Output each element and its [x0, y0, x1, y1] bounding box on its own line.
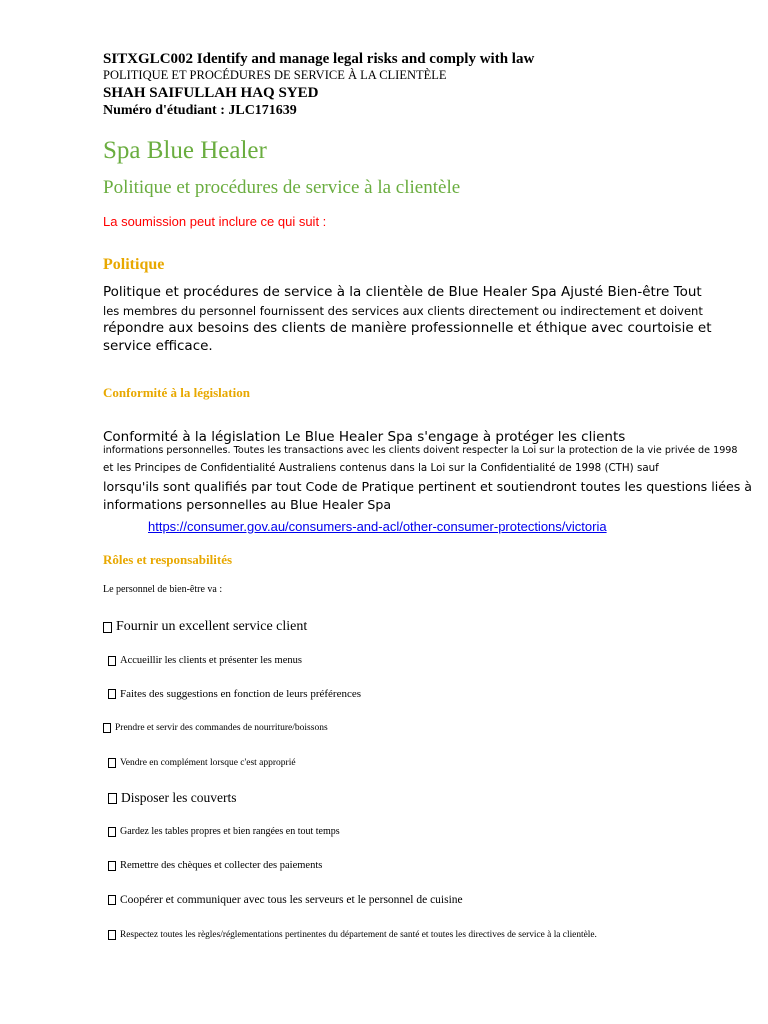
task-item	[108, 758, 296, 768]
task-label: Disposer les couverts	[121, 790, 237, 805]
staff-intro: Le personnel de bien-être va :	[103, 584, 223, 595]
policy-text-line: répondre aux besoins des clients de manière professionnelle et éthique avec courtoisie et	[103, 320, 712, 336]
task-label: Vendre en complément lorsque c'est approprié	[120, 758, 296, 768]
checkbox-square-icon	[108, 758, 116, 768]
task-label: Accueillir les clients et présenter les menus	[120, 655, 302, 666]
submission-note: La soumission peut inclure ce qui suit :	[103, 214, 327, 229]
compliance-text-line: Conformité à la législation Le Blue Healer Spa s'engage à protéger les clients	[103, 429, 626, 445]
checkbox-square-icon	[103, 622, 112, 633]
task-label: Coopérer et communiquer avec tous les serveurs et le personnel de cuisine	[120, 894, 463, 906]
policy-heading: Politique	[103, 256, 165, 273]
compliance-text-line: et les Principes de Confidentialité Australiens contenus dans la Loi sur la Confidentialité de 1998 (CTH) sauf	[103, 462, 659, 474]
policy-text-line: les membres du personnel fournissent des services aux clients directement ou indirectement et doivent	[103, 304, 703, 318]
task-item	[103, 619, 307, 635]
task-item	[108, 860, 322, 871]
compliance-text-line: lorsqu'ils sont qualifiés par tout Code de Pratique pertinent et soutiendront toutes les questions liées à	[103, 479, 753, 494]
document-subtitle: Politique et procédures de service à la clientèle	[103, 177, 461, 198]
checkbox-square-icon	[108, 827, 116, 837]
policy-text-line: service efficace.	[103, 338, 213, 354]
policy-subheading: POLITIQUE ET PROCÉDURES DE SERVICE À LA CLIENTÈLE	[103, 68, 447, 82]
checkbox-square-icon	[103, 723, 111, 733]
task-label: Remettre des chèques et collecter des paiements	[120, 860, 323, 871]
compliance-text-line: informations personnelles. Toutes les transactions avec les clients doivent respecter la Loi sur la protection de la vie privée de 1998	[103, 445, 738, 456]
task-label: Gardez les tables propres et bien rangées en tout temps	[120, 826, 340, 837]
checkbox-square-icon	[108, 793, 117, 804]
task-item	[108, 688, 361, 700]
roles-heading: Rôles et responsabilités	[103, 552, 233, 567]
compliance-text-line: informations personnelles au Blue Healer Spa	[103, 497, 392, 512]
task-item	[108, 826, 340, 837]
policy-text-line: Politique et procédures de service à la clientèle de Blue Healer Spa Ajusté Bien-être Tout	[103, 284, 702, 300]
student-number: Numéro d'étudiant : JLC171639	[103, 103, 297, 118]
task-item	[108, 894, 463, 906]
task-label: Respectez toutes les règles/réglementations pertinentes du département de santé et toutes les directives de service à la clientèle.	[120, 930, 597, 940]
task-label: Prendre et servir des commandes de nourriture/boissons	[115, 723, 328, 733]
consumer-protection-link[interactable]: https://consumer.gov.au/consumers-and-acl/other-consumer-protections/victoria	[148, 519, 607, 534]
task-label: Fournir un excellent service client	[116, 619, 308, 634]
course-title: SITXGLC002 Identify and manage legal risks and comply with law	[103, 51, 535, 67]
task-label: Faites des suggestions en fonction de leurs préférences	[120, 688, 362, 700]
checkbox-square-icon	[108, 656, 116, 666]
compliance-heading: Conformité à la législation	[103, 385, 250, 400]
task-item	[103, 723, 328, 733]
checkbox-square-icon	[108, 689, 116, 699]
task-item	[108, 790, 236, 806]
task-item	[108, 930, 597, 940]
checkbox-square-icon	[108, 895, 116, 905]
document-title: Spa Blue Healer	[103, 137, 267, 164]
student-name: SHAH SAIFULLAH HAQ SYED	[103, 85, 319, 101]
checkbox-square-icon	[108, 930, 116, 940]
checkbox-square-icon	[108, 861, 116, 871]
task-item	[108, 655, 302, 666]
